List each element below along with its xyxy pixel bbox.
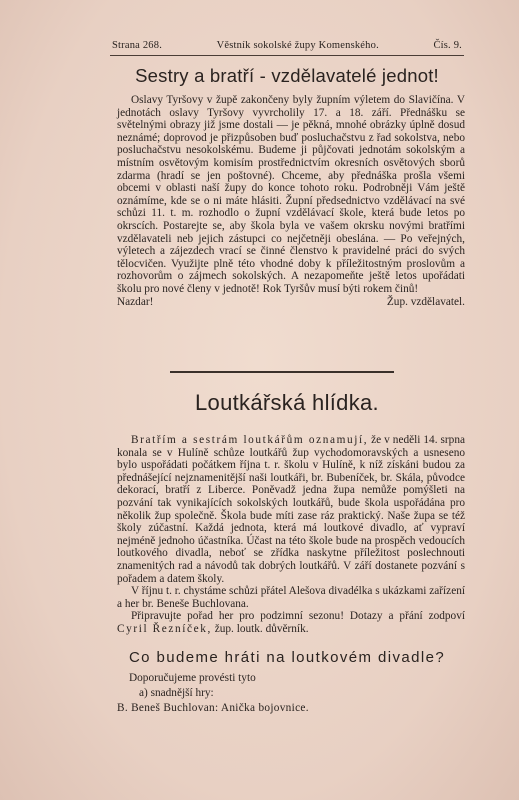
contact-role: žup. loutk. důvěrník. <box>214 622 309 635</box>
header-rule <box>110 55 464 56</box>
section-body-loutkarska <box>117 434 465 636</box>
section-body-sestry <box>117 94 465 308</box>
issue-number: Čís. 9. <box>433 40 462 51</box>
paragraph-3-intro: Připravujte pořad her pro podzimní sezonu! Dotazy a přání zodpoví <box>131 610 465 623</box>
paragraph-loutkarska-1 <box>117 434 465 585</box>
closing-line <box>117 296 465 309</box>
spaced-greeting: Bratřím a sestrám loutkářům oznamují, <box>131 434 369 446</box>
journal-title: Věstník sokolské župy Komenského. <box>216 40 379 51</box>
closing-greeting: Nazdar! <box>117 295 154 308</box>
page-number: Strana 268. <box>112 40 163 51</box>
section-title-sestry: Sestry a bratří - vzdělavatelé jednot! <box>135 65 439 86</box>
paragraph-loutkarska-3 <box>117 610 465 635</box>
easy-plays-label: a) snadnější hry: <box>139 686 214 699</box>
closing-signature: Žup. vzdělavatel. <box>386 295 465 308</box>
section-title-loutkarska: Loutkářská hlídka. <box>195 390 379 415</box>
paragraph-loutkarska-2: V říjnu t. r. chystáme schůzi přátel Alešova divadélka s ukázkami zařízení a her br. Beneše Buchlovana. <box>117 585 465 610</box>
play-entry: B. Beneš Buchlovan: Anička bojovnice. <box>117 702 309 715</box>
contact-name: Cyril Řezníček, <box>117 622 212 635</box>
paragraph-sestry: Oslavy Tyršovy v župě zakončeny byly župním výletem do Slavičína. V jednotách oslavy Tyršovy vyvrcholily 17. a 18. září. Přednášku se světelnými obrazy již jsme dostali — je pěkná, mnohé obrázky úplně dosud neznámé; doprovod je přizpůsoben buď posluchačstvu z řad sokolstva, nebo posluchačstvu nesokolskému. Budeme ji půjčovati jednotám sokolským a místním osvětovým komisím prostřednictvím okresních osvětových sborů zdarma (hradí se jen poštovné). Chceme, aby přednáška prošla všemi obcemi v oblasti naší župy do konce tohoto roku. Podrobněji Vám ještě oznámíme, kde se o ni máte hlásiti. Župní předsednictvo vzdělávací na své schůzi 11. t. m. rozhodlo o župní vzdělávací škole, která bude letos po okrscích. Postarejte se, aby škola byla ve vašem okrsku novými bratřími vzdělavateli neb jejich zástupci co nejčetněji obeslána. — Po veřejných, výletech a zájezdech vrací se činné členstvo k pravidelné práci do svých tělocvičen. Využijte plně této vhodné doby k příležitostným proslovům a rozhovorům o zájmech sokolských. A nezapomeňte ještě letos upořádati školu pro nové členy v jednotě! Rok Tyršův musí býti rokem činů! <box>117 94 465 295</box>
recommendation-list <box>117 672 465 715</box>
recommend-line: Doporučujeme provésti tyto <box>129 672 256 684</box>
question-heading: Co budeme hráti na loutkovém divadle? <box>128 649 446 666</box>
section-divider <box>170 371 394 373</box>
running-header <box>112 40 462 51</box>
paragraph-loutkarska-1-rest: že v neděli 14. srpna konala se v Hulíně schůze loutkářů žup vychodomoravských a usneseno bylo uspořádati počátkem října t. r. školu v Hulíně, k níž získáni budou za přednášející nejznamenitější naši loutkáři, br. Bubeníček, br. Skála, původce dekorací, bratří z Liberce. Poněvadž jedna župa nemůže pomýšleti na pozvání tak vynikajících sokolských loutkářů, bude škola uspořádána pro několik žup společně. Škola bude míti zase ráz praktický. Naše župa se též školy zúčastní. Každá jednota, která má loutkové divadlo, ať vypraví nejméně jednoho účastníka. Účast na této škole bude na prospěch vedoucích loutkového divadla, neboť se zřídka naskytne příležitost poslechnouti znamenitých rad a návodů tak dobrých loutkářů. V září dostanete pozvání s pořadem a datem školy. <box>117 434 465 585</box>
